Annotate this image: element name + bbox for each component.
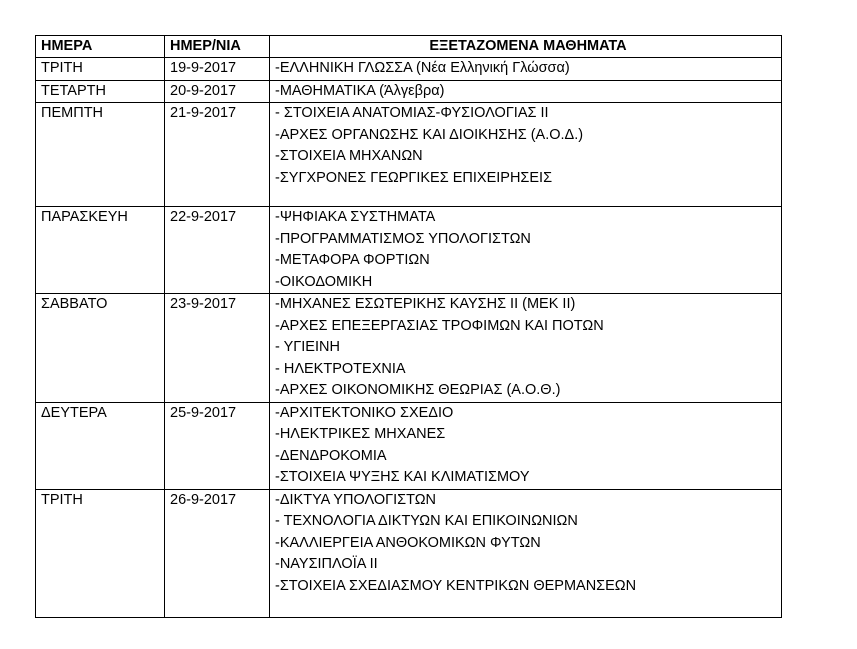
table-row	[36, 402, 782, 489]
table-row	[36, 207, 782, 294]
subject-item: -ΜΗΧΑΝΕΣ ΕΣΩΤΕΡΙΚΗΣ ΚΑΥΣΗΣ ΙΙ (ΜΕΚ ΙΙ)	[275, 296, 576, 312]
table-row	[36, 58, 782, 81]
cell-subjects	[270, 294, 782, 403]
cell-subjects	[270, 80, 782, 103]
table-row	[36, 489, 782, 617]
subject-item: - ΣΤΟΙΧΕΙΑ ΑΝΑΤΟΜΙΑΣ-ΦΥΣΙΟΛΟΓΙΑΣ ΙΙ	[275, 105, 549, 121]
cell-date: 26-9-2017	[165, 489, 270, 617]
cell-date: 22-9-2017	[165, 207, 270, 294]
table-row	[36, 80, 782, 103]
subject-item: -ΠΡΟΓΡΑΜΜΑΤΙΣΜΟΣ ΥΠΟΛΟΓΙΣΤΩΝ	[275, 230, 531, 247]
header-date: ΗΜΕΡ/ΝΙΑ	[165, 36, 270, 58]
subject-item: -ΕΛΛΗΝΙΚΗ ΓΛΩΣΣΑ (Νέα Ελληνική Γλώσσα)	[275, 60, 570, 76]
subject-item: - ΗΛΕΚΤΡΟΤΕΧΝΙΑ	[275, 360, 406, 377]
table-row	[36, 103, 782, 207]
cell-day: ΤΡΙΤΗ	[36, 489, 165, 617]
cell-date: 19-9-2017	[165, 58, 270, 81]
cell-date: 20-9-2017	[165, 80, 270, 103]
cell-date: 21-9-2017	[165, 103, 270, 207]
header-row	[36, 36, 782, 58]
cell-subjects	[270, 58, 782, 81]
cell-subjects	[270, 103, 782, 207]
cell-subjects	[270, 489, 782, 617]
subject-item: -ΝΑΥΣΙΠΛΟΪΑ ΙΙ	[275, 556, 378, 572]
exam-schedule-table	[35, 35, 782, 618]
subject-item: -ΗΛΕΚΤΡΙΚΕΣ ΜΗΧΑΝΕΣ	[275, 426, 446, 442]
table-header	[36, 36, 782, 58]
cell-date: 23-9-2017	[165, 294, 270, 403]
cell-date: 25-9-2017	[165, 402, 270, 489]
cell-day: ΤΕΤΑΡΤΗ	[36, 80, 165, 103]
subject-item: -ΚΑΛΛΙΕΡΓΕΙΑ ΑΝΘΟΚΟΜΙΚΩΝ ΦΥΤΩΝ	[275, 534, 541, 551]
cell-day: ΠΕΜΠΤΗ	[36, 103, 165, 207]
subject-item: -ΣΤΟΙΧΕΙΑ ΣΧΕΔΙΑΣΜΟΥ ΚΕΝΤΡΙΚΩΝ ΘΕΡΜΑΝΣΕΩΝ	[275, 577, 637, 594]
cell-day: ΠΑΡΑΣΚΕΥΗ	[36, 207, 165, 294]
header-day: ΗΜΕΡΑ	[36, 36, 165, 58]
subject-item: -ΟΙΚΟΔΟΜΙΚΗ	[275, 273, 373, 290]
table-row	[36, 294, 782, 403]
subject-item: -ΣΤΟΙΧΕΙΑ ΨΥΞΗΣ ΚΑΙ ΚΛΙΜΑΤΙΣΜΟΥ	[275, 469, 530, 485]
subject-item: -ΑΡΧΙΤΕΚΤΟΝΙΚΟ ΣΧΕΔΙΟ	[275, 404, 454, 421]
subject-item: -ΣΥΓΧΡΟΝΕΣ ΓΕΩΡΓΙΚΕΣ ΕΠΙΧΕΙΡΗΣΕΙΣ	[275, 169, 553, 186]
subject-item: - ΥΓΙΕΙΝΗ	[275, 339, 340, 355]
table-body	[36, 58, 782, 618]
subject-item: -ΑΡΧΕΣ ΕΠΕΞΕΡΓΑΣΙΑΣ ΤΡΟΦΙΜΩΝ ΚΑΙ ΠΟΤΩΝ	[275, 317, 604, 334]
subject-item: -ΔΙΚΤΥΑ ΥΠΟΛΟΓΙΣΤΩΝ	[275, 491, 437, 508]
header-subjects: ΕΞΕΤΑΖΟΜΕΝΑ ΜΑΘΗΜΑΤΑ	[270, 36, 782, 58]
subject-item: - ΤΕΧΝΟΛΟΓΙΑ ΔΙΚΤΥΩΝ ΚΑΙ ΕΠΙΚΟΙΝΩΝΙΩΝ	[275, 513, 578, 529]
subject-item: -ΔΕΝΔΡΟΚΟΜΙΑ	[275, 447, 387, 464]
subject-item: -ΑΡΧΕΣ ΟΡΓΑΝΩΣΗΣ ΚΑΙ ΔΙΟΙΚΗΣΗΣ (Α.Ο.Δ.)	[275, 126, 584, 143]
cell-day: ΔΕΥΤΕΡΑ	[36, 402, 165, 489]
cell-subjects	[270, 402, 782, 489]
subject-item: -ΨΗΦΙΑΚΑ ΣΥΣΤΗΜΑΤΑ	[275, 209, 436, 225]
subject-item: -ΜΕΤΑΦΟΡΑ ΦΟΡΤΙΩΝ	[275, 252, 430, 268]
subject-item: -ΣΤΟΙΧΕΙΑ ΜΗΧΑΝΩΝ	[275, 148, 423, 164]
subject-item: -ΜΑΘΗΜΑΤΙΚΑ (Άλγεβρα)	[275, 82, 445, 99]
subject-item: -ΑΡΧΕΣ ΟΙΚΟΝΟΜΙΚΗΣ ΘΕΩΡΙΑΣ (Α.Ο.Θ.)	[275, 382, 561, 398]
cell-day: ΤΡΙΤΗ	[36, 58, 165, 81]
cell-subjects	[270, 207, 782, 294]
cell-day: ΣΑΒΒΑΤΟ	[36, 294, 165, 403]
